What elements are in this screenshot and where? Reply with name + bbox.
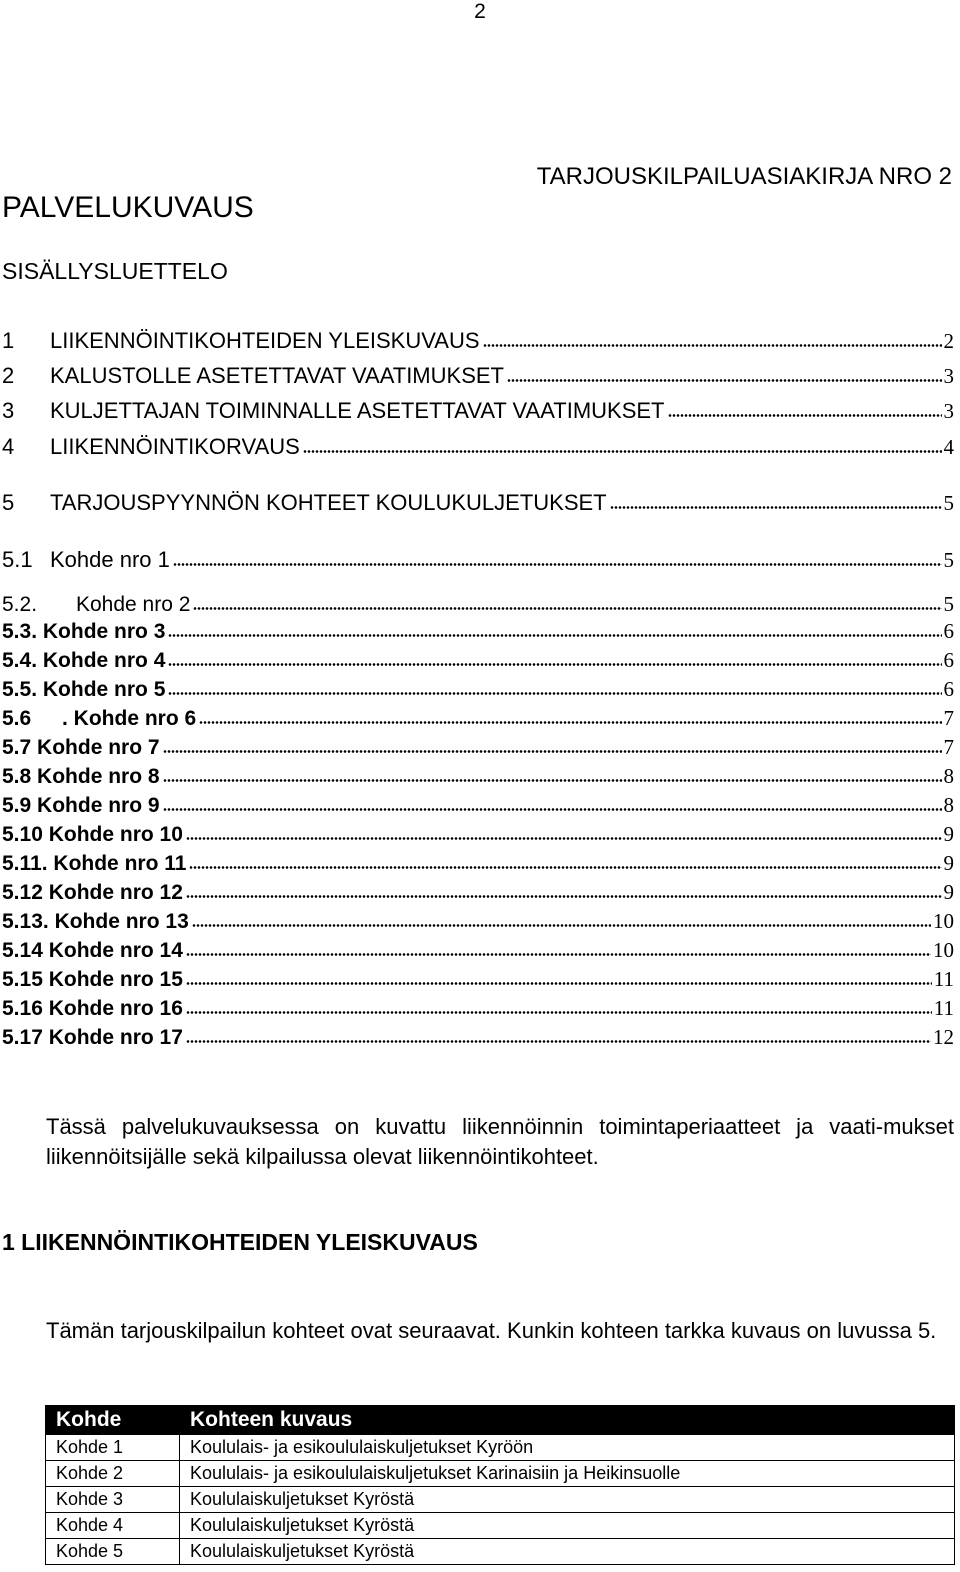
- toc-entry[interactable]: [2, 645, 954, 673]
- table-row: [46, 1461, 955, 1487]
- toc-entry-page: 5: [943, 592, 954, 616]
- toc-entry[interactable]: [2, 761, 954, 789]
- toc-entry-title: Kohde nro 14: [48, 939, 183, 962]
- toc-entry-page: 10: [933, 909, 954, 933]
- toc-entry-title: Kohde nro 13: [54, 910, 189, 933]
- description-cell: Koululaiskuljetukset Kyröstä: [180, 1513, 955, 1539]
- dot-leader: [507, 378, 942, 383]
- toc-entry[interactable]: [2, 906, 954, 934]
- dot-leader: [303, 449, 942, 454]
- dot-leader: [186, 836, 942, 841]
- toc-entry-number: 5.16: [2, 997, 43, 1020]
- dot-leader: [173, 562, 942, 567]
- toc-entry-title: Kohde nro 16: [48, 997, 183, 1020]
- description-cell: Koululaiskuljetukset Kyröstä: [180, 1539, 955, 1565]
- dot-leader: [163, 807, 942, 812]
- dot-leader: [163, 749, 942, 754]
- dot-leader: [168, 662, 941, 667]
- toc-entry-title: Kohde nro 17: [48, 1026, 183, 1049]
- toc-entry-number: 5.3.: [2, 620, 38, 643]
- toc-entry-number: 5.6: [2, 707, 32, 730]
- toc-entry-page: 12: [933, 1025, 954, 1049]
- target-cell: Kohde 1: [46, 1435, 180, 1461]
- toc-entry-title: Kohde nro 2: [76, 593, 191, 616]
- toc-heading: SISÄLLYSLUETTELO: [2, 258, 228, 284]
- toc-entry-title: Kohde nro 7: [37, 736, 160, 759]
- toc-entry[interactable]: [2, 545, 954, 573]
- toc-entry-number: 3: [2, 398, 15, 423]
- toc-entry-title: Kohde nro 1: [50, 547, 170, 572]
- toc-entry-number: 5.5.: [2, 678, 38, 701]
- toc-entry-title: Kohde nro 10: [48, 823, 183, 846]
- dot-leader: [610, 505, 942, 510]
- dot-leader: [186, 981, 932, 986]
- dot-leader: [168, 691, 941, 696]
- toc-entry-number: 5: [2, 490, 15, 515]
- dot-leader: [186, 1039, 931, 1044]
- toc-entry[interactable]: [2, 703, 954, 731]
- toc-entry-title: Kohde nro 15: [48, 968, 183, 991]
- toc-entry[interactable]: [2, 732, 954, 760]
- page-number: 2: [474, 0, 486, 23]
- toc-entry-number: 5.2.: [2, 593, 38, 616]
- dot-leader: [163, 778, 942, 783]
- table-header-row: [46, 1406, 955, 1435]
- toc-entry[interactable]: [2, 396, 954, 424]
- toc-entry-page: 8: [943, 764, 954, 788]
- toc-entry[interactable]: [2, 819, 954, 847]
- targets-table: [45, 1405, 955, 1565]
- document-header: TARJOUSKILPAILUASIAKIRJA NRO 2: [536, 163, 952, 190]
- toc-entry-page: 10: [933, 938, 954, 962]
- toc-entry[interactable]: [2, 935, 954, 963]
- toc-entry[interactable]: [2, 790, 954, 818]
- toc-entry[interactable]: [2, 361, 954, 389]
- toc-entry-title: Kohde nro 4: [42, 649, 166, 672]
- toc-entry-page: 3: [943, 399, 954, 423]
- toc-entry-title: Kohde nro 9: [37, 794, 160, 817]
- toc-entry-number: 5.14: [2, 939, 43, 962]
- description-cell: Koululais- ja esikoululaiskuljetukset Karinaisiin ja Heikinsuolle: [180, 1461, 955, 1487]
- toc-entry-title: Kohde nro 8: [37, 765, 160, 788]
- dot-leader: [186, 894, 942, 899]
- table-row: [46, 1487, 955, 1513]
- column-header-target: Kohde: [46, 1406, 180, 1435]
- dot-leader: [168, 633, 941, 638]
- toc-entry-title: KULJETTAJAN TOIMINNALLE ASETETTAVAT VAATIMUKSET: [50, 398, 665, 423]
- toc-entry-title: Kohde nro 5: [42, 678, 166, 701]
- toc-entry-page: 7: [943, 735, 954, 759]
- toc-entry[interactable]: [2, 326, 954, 354]
- toc-entry-title: . Kohde nro 6: [62, 707, 197, 730]
- column-header-description: Kohteen kuvaus: [180, 1406, 955, 1435]
- toc-entry-page: 6: [943, 648, 954, 672]
- dot-leader: [668, 413, 942, 418]
- description-cell: Koululais- ja esikoululaiskuljetukset Kyröön: [180, 1435, 955, 1461]
- toc-entry[interactable]: [2, 589, 954, 617]
- toc-entry-page: 9: [943, 851, 954, 875]
- section-heading: 1 LIIKENNÖINTIKOHTEIDEN YLEISKUVAUS: [2, 1229, 478, 1255]
- toc-entry-page: 7: [943, 706, 954, 730]
- toc-entry-number: 5.7: [2, 736, 32, 759]
- toc-entry[interactable]: [2, 964, 954, 992]
- toc-entry-title: Kohde nro 3: [42, 620, 166, 643]
- toc-entry-number: 5.10: [2, 823, 43, 846]
- target-cell: Kohde 4: [46, 1513, 180, 1539]
- toc-entry-title: Kohde nro 11: [53, 852, 187, 875]
- toc-entry-number: 5.17: [2, 1026, 43, 1049]
- table-row: [46, 1513, 955, 1539]
- toc-entry[interactable]: [2, 877, 954, 905]
- toc-entry-page: 9: [943, 822, 954, 846]
- toc-entry-page: 11: [933, 967, 954, 991]
- toc-entry-number: 5.8: [2, 765, 32, 788]
- dot-leader: [483, 343, 942, 348]
- target-cell: Kohde 5: [46, 1539, 180, 1565]
- toc-entry-page: 5: [943, 491, 954, 515]
- toc-entry-number: 5.1: [2, 547, 33, 572]
- toc-entry-number: 1: [2, 328, 15, 353]
- toc-entry-number: 5.12: [2, 881, 43, 904]
- dot-leader: [192, 923, 931, 928]
- dot-leader: [186, 952, 931, 957]
- toc-entry-title: KALUSTOLLE ASETETTAVAT VAATIMUKSET: [50, 363, 504, 388]
- toc-entry[interactable]: [2, 432, 954, 460]
- toc-entry-title: LIIKENNÖINTIKOHTEIDEN YLEISKUVAUS: [50, 328, 480, 353]
- toc-entry-number: 5.9: [2, 794, 32, 817]
- toc-entry-page: 9: [943, 880, 954, 904]
- toc-entry-number: 5.4.: [2, 649, 38, 672]
- description-cell: Koululaiskuljetukset Kyröstä: [180, 1487, 955, 1513]
- toc-entry-page: 11: [933, 996, 954, 1020]
- toc-entry-number: 5.15: [2, 968, 43, 991]
- toc-entry-title: LIIKENNÖINTIKORVAUS: [50, 434, 300, 459]
- table-row: [46, 1435, 955, 1461]
- toc-entry[interactable]: [2, 1022, 954, 1050]
- target-cell: Kohde 2: [46, 1461, 180, 1487]
- toc-entry-number: 2: [2, 363, 15, 388]
- toc-entry[interactable]: [2, 674, 954, 702]
- dot-leader: [199, 720, 941, 725]
- toc-entry-number: 5.13.: [2, 910, 49, 933]
- toc-entry-page: 2: [943, 329, 954, 353]
- toc-entry[interactable]: [2, 993, 954, 1021]
- section-paragraph: Tämän tarjouskilpailun kohteet ovat seuraavat. Kunkin kohteen tarkka kuvaus on luvussa 5.: [46, 1318, 937, 1343]
- toc-entry-page: 6: [943, 677, 954, 701]
- toc-entry[interactable]: [2, 616, 954, 644]
- toc-entry-page: 5: [943, 548, 954, 572]
- dot-leader: [186, 1010, 932, 1015]
- dot-leader: [189, 865, 941, 870]
- toc-entry-page: 6: [943, 619, 954, 643]
- toc-entry-number: 5.11.: [2, 852, 48, 875]
- document-title: PALVELUKUVAUS: [2, 191, 254, 224]
- toc-entry[interactable]: [2, 488, 954, 516]
- table-row: [46, 1539, 955, 1565]
- toc-entry-page: 8: [943, 793, 954, 817]
- intro-paragraph: Tässä palvelukuvauksessa on kuvattu liikennöinnin toimintaperiaatteet ja vaati-mukset liikennöitsijälle sekä kilpailussa olevat liikennöintikohteet.: [46, 1114, 954, 1169]
- toc-entry-page: 3: [943, 364, 954, 388]
- toc-entry-number: 4: [2, 434, 15, 459]
- target-cell: Kohde 3: [46, 1487, 180, 1513]
- toc-entry-title: TARJOUSPYYNNÖN KOHTEET KOULUKULJETUKSET: [50, 490, 607, 515]
- toc-entry[interactable]: [2, 848, 954, 876]
- toc-entry-page: 4: [943, 435, 954, 459]
- toc-entry-title: Kohde nro 12: [48, 881, 183, 904]
- dot-leader: [193, 606, 941, 611]
